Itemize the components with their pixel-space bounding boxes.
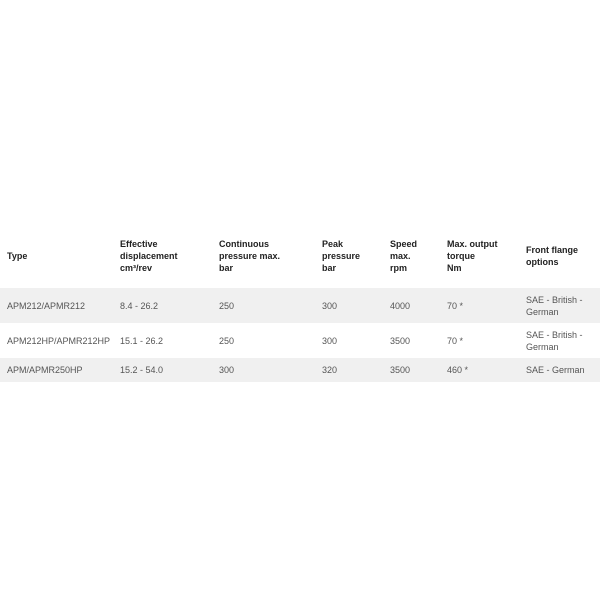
header-displacement <box>116 232 215 288</box>
header-peak-pressure-line-1: Peak <box>322 239 344 249</box>
cell-type: APM212/APMR212 <box>0 288 116 323</box>
cell-torque: 460 * <box>443 358 522 382</box>
cell-flange-line-1: SAE - German <box>526 365 585 375</box>
cell-speed: 3500 <box>386 323 443 358</box>
header-displacement-unit: cm³/rev <box>120 263 153 273</box>
header-peak-pressure-unit: bar <box>322 263 337 273</box>
header-torque-line-2: torque <box>447 251 475 261</box>
cell-type: APM212HP/APMR212HP <box>0 323 116 358</box>
cell-flange <box>522 288 600 323</box>
header-continuous-pressure-line-2: pressure max. <box>219 251 281 261</box>
header-continuous-pressure-line-1: Continuous <box>219 239 269 249</box>
cell-torque: 70 * <box>443 323 522 358</box>
header-speed <box>386 232 443 288</box>
cell-displacement: 15.2 - 54.0 <box>116 358 215 382</box>
cell-peak-pressure: 320 <box>318 358 386 382</box>
header-torque-unit: Nm <box>447 263 462 273</box>
cell-flange-line-2: German <box>526 341 559 352</box>
cell-displacement: 15.1 - 26.2 <box>116 323 215 358</box>
header-speed-unit: rpm <box>390 263 408 273</box>
cell-continuous-pressure: 250 <box>215 288 318 323</box>
cell-flange-line-1: SAE - British - <box>526 294 583 305</box>
header-flange <box>522 232 600 288</box>
header-continuous-pressure <box>215 232 318 288</box>
header-type <box>0 232 116 288</box>
header-flange-line-1: Front flange <box>526 245 578 255</box>
specs-table <box>0 232 600 382</box>
cell-continuous-pressure: 300 <box>215 358 318 382</box>
cell-flange-line-2: German <box>526 306 559 317</box>
cell-continuous-pressure: 250 <box>215 323 318 358</box>
header-displacement-line-1: Effective <box>120 239 158 249</box>
table-row <box>0 358 600 382</box>
table-row <box>0 323 600 358</box>
cell-peak-pressure: 300 <box>318 323 386 358</box>
cell-speed: 4000 <box>386 288 443 323</box>
table-header-row <box>0 232 600 288</box>
header-peak-pressure-line-2: pressure <box>322 251 361 261</box>
cell-torque: 70 * <box>443 288 522 323</box>
header-type-label: Type <box>7 251 28 261</box>
cell-flange <box>522 358 600 382</box>
header-continuous-pressure-unit: bar <box>219 263 234 273</box>
header-torque <box>443 232 522 288</box>
header-peak-pressure <box>318 232 386 288</box>
header-flange-line-2: options <box>526 257 559 267</box>
table-row <box>0 288 600 323</box>
cell-flange <box>522 323 600 358</box>
header-displacement-line-2: displacement <box>120 251 178 261</box>
header-torque-line-1: Max. output <box>447 239 498 249</box>
header-speed-line-1: Speed <box>390 239 418 249</box>
header-speed-line-2: max. <box>390 251 411 261</box>
cell-displacement: 8.4 - 26.2 <box>116 288 215 323</box>
cell-type: APM/APMR250HP <box>0 358 116 382</box>
specs-table-container <box>0 232 600 382</box>
cell-peak-pressure: 300 <box>318 288 386 323</box>
cell-speed: 3500 <box>386 358 443 382</box>
cell-flange-line-1: SAE - British - <box>526 329 583 340</box>
